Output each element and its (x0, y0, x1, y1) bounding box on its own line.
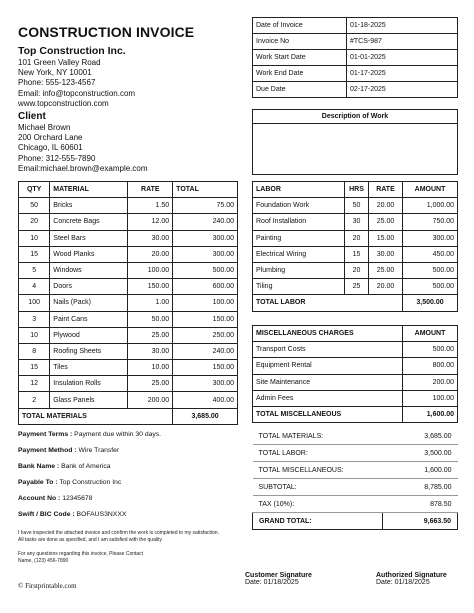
col-amount: AMOUNT (403, 326, 458, 342)
contact-note (18, 551, 143, 565)
footer-logo: © Firstprintable.com (18, 582, 77, 590)
amount-cell: 500.00 (403, 342, 458, 358)
col-total: TOTAL (173, 182, 238, 198)
labor-cell: Painting (253, 230, 345, 246)
labor-cell: Roof Installation (253, 214, 345, 230)
customer-signature-label: Customer Signature (245, 572, 312, 579)
total-materials-value: 3,685.00 (173, 408, 238, 424)
rate-cell: 20.00 (369, 198, 403, 214)
total-cell: 250.00 (173, 327, 238, 343)
amount-cell: 800.00 (403, 358, 458, 374)
total-misc-label: TOTAL MISCELLANEOUS (253, 406, 403, 422)
company-address (18, 58, 135, 109)
client-line: Email:michael.brown@example.com (18, 163, 148, 173)
total-cell: 300.00 (173, 246, 238, 262)
confirm-line: I have inspected the attached invoice and confirm the work is completed to my satisfaction. (18, 530, 219, 536)
company-line: Email: info@topconstruction.com (18, 88, 136, 98)
info-label: Date of Invoice (253, 18, 347, 34)
total-cell: 150.00 (173, 360, 238, 376)
customer-signature-date: Date: 01/18/2025 (245, 579, 299, 586)
table-row (19, 214, 238, 230)
rate-cell: 50.00 (128, 311, 173, 327)
qty-cell: 100 (19, 295, 50, 311)
qty-cell: 4 (19, 279, 50, 295)
grand-total-value: 9,663.50 (383, 513, 458, 530)
info-value: 01-17-2025 (347, 66, 458, 82)
info-row (253, 66, 458, 82)
material-cell: Windows (50, 262, 128, 278)
labor-total-row (253, 295, 458, 311)
qty-cell: 15 (19, 246, 50, 262)
col-material: MATERIAL (50, 182, 128, 198)
material-cell: Nails (Pack) (50, 295, 128, 311)
summary-value: 3,500.00 (383, 445, 458, 462)
material-cell: Paint Cans (50, 311, 128, 327)
payment-label: Payment Terms : (18, 431, 73, 438)
summary-label: TOTAL MATERIALS: (253, 428, 383, 445)
table-row (253, 374, 458, 390)
client-line: 200 Orchard Lane (18, 133, 83, 143)
total-cell: 240.00 (173, 343, 238, 359)
payment-line (18, 463, 111, 470)
table-row (19, 230, 238, 246)
authorized-signature-label: Authorized Signature (376, 572, 447, 579)
payment-label: Payable To : (18, 479, 58, 486)
company-name: Top Construction Inc. (18, 45, 126, 57)
qty-cell: 2 (19, 392, 50, 408)
misc-header-row (253, 326, 458, 342)
material-cell: Tiles (50, 360, 128, 376)
total-cell: 300.00 (173, 230, 238, 246)
table-row (253, 214, 458, 230)
misc-charge-cell: Admin Fees (253, 390, 403, 406)
table-row (19, 360, 238, 376)
payment-value: Payment due within 30 days. (74, 431, 162, 438)
labor-cell: Tiling (253, 279, 345, 295)
payment-label: Bank Name : (18, 463, 60, 470)
total-labor-value: 3,500.00 (403, 295, 458, 311)
rate-cell: 10.00 (128, 360, 173, 376)
info-label: Work End Date (253, 66, 347, 82)
total-cell: 75.00 (173, 198, 238, 214)
labor-table (252, 181, 458, 312)
material-cell: Roofing Sheets (50, 343, 128, 359)
summary-value: 3,685.00 (383, 428, 458, 445)
hrs-cell: 20 (345, 262, 369, 278)
table-row (19, 311, 238, 327)
table-row (19, 246, 238, 262)
info-label: Invoice No (253, 34, 347, 50)
payment-value: BOFAUS3NXXX (76, 511, 127, 518)
payment-value: Top Construction Inc (59, 479, 122, 486)
invoice-title: CONSTRUCTION INVOICE (18, 24, 195, 40)
table-row (19, 343, 238, 359)
qty-cell: 15 (19, 360, 50, 376)
info-label: Work Start Date (253, 50, 347, 66)
grand-total-row (253, 513, 458, 530)
summary-value: 878.50 (383, 496, 458, 513)
summary-value: 1,600.00 (383, 462, 458, 479)
payment-label: Payment Method : (18, 447, 77, 454)
hrs-cell: 30 (345, 214, 369, 230)
rate-cell: 20.00 (128, 246, 173, 262)
contact-line: Name, (123) 456-7890 (18, 558, 69, 564)
summary-label: TAX (10%): (253, 496, 383, 513)
confirmation-note (18, 530, 219, 544)
material-cell: Bricks (50, 198, 128, 214)
payment-label: Account No : (18, 495, 61, 502)
client-line: Chicago, IL 60601 (18, 143, 83, 153)
table-row (253, 390, 458, 406)
table-row (19, 198, 238, 214)
total-misc-value: 1,600.00 (403, 406, 458, 422)
info-value: 01-18-2025 (347, 18, 458, 34)
amount-cell: 450.00 (403, 246, 458, 262)
table-row (253, 246, 458, 262)
summary-row (253, 479, 458, 496)
labor-body (253, 198, 458, 295)
authorized-signature-date: Date: 01/18/2025 (376, 579, 430, 586)
client-line: Phone: 312-555-7890 (18, 153, 96, 163)
invoice-info-table (252, 17, 458, 98)
hrs-cell: 50 (345, 198, 369, 214)
col-rate: RATE (128, 182, 173, 198)
summary-row (253, 462, 458, 479)
col-amount: AMOUNT (403, 182, 458, 198)
material-cell: Glass Panels (50, 392, 128, 408)
misc-charge-cell: Equipment Rental (253, 358, 403, 374)
amount-cell: 300.00 (403, 230, 458, 246)
company-line: www.topconstruction.com (18, 98, 109, 108)
material-cell: Doors (50, 279, 128, 295)
table-row (19, 279, 238, 295)
summary-row (253, 445, 458, 462)
qty-cell: 20 (19, 214, 50, 230)
payment-line (18, 495, 92, 502)
materials-header-row (19, 182, 238, 198)
rate-cell: 25.00 (128, 376, 173, 392)
contact-line: For any questions regarding this invoice, Please Contact (18, 551, 144, 557)
company-line: New York, NY 10001 (18, 68, 92, 78)
total-cell: 500.00 (173, 262, 238, 278)
labor-header-row (253, 182, 458, 198)
misc-charge-cell: Transport Costs (253, 342, 403, 358)
hrs-cell: 20 (345, 230, 369, 246)
table-row (253, 198, 458, 214)
payment-line (18, 447, 119, 454)
table-row (253, 342, 458, 358)
col-labor: LABOR (253, 182, 345, 198)
qty-cell: 10 (19, 327, 50, 343)
qty-cell: 3 (19, 311, 50, 327)
table-row (19, 392, 238, 408)
rate-cell: 200.00 (128, 392, 173, 408)
company-line: 101 Green Valley Road (18, 58, 101, 67)
info-value: 01-01-2025 (347, 50, 458, 66)
payment-value: Wire Transfer (78, 447, 120, 454)
total-cell: 100.00 (173, 295, 238, 311)
description-heading: Description of Work (253, 110, 457, 124)
col-hrs: HRS (345, 182, 369, 198)
info-value: #TCS-987 (347, 34, 458, 50)
summary-label: SUBTOTAL: (253, 479, 383, 496)
rate-cell: 30.00 (128, 343, 173, 359)
table-row (253, 230, 458, 246)
payment-label: Swift / BIC Code : (18, 511, 75, 518)
labor-cell: Electrical Wiring (253, 246, 345, 262)
material-cell: Plywood (50, 327, 128, 343)
material-cell: Insulation Rolls (50, 376, 128, 392)
total-cell: 240.00 (173, 214, 238, 230)
rate-cell: 25.00 (128, 327, 173, 343)
client-heading: Client (18, 111, 46, 122)
table-row (19, 376, 238, 392)
col-rate: RATE (369, 182, 403, 198)
amount-cell: 200.00 (403, 374, 458, 390)
table-row (253, 358, 458, 374)
payment-value: Bank of America (61, 463, 111, 470)
amount-cell: 100.00 (403, 390, 458, 406)
rate-cell: 100.00 (128, 262, 173, 278)
description-of-work-box[interactable] (252, 109, 458, 175)
col-misc: MISCELLANEOUS CHARGES (253, 326, 403, 342)
qty-cell: 10 (19, 230, 50, 246)
client-line: Michael Brown (18, 123, 71, 132)
rate-cell: 25.00 (369, 214, 403, 230)
info-label: Due Date (253, 82, 347, 98)
material-cell: Concrete Bags (50, 214, 128, 230)
labor-cell: Foundation Work (253, 198, 345, 214)
info-value: 02-17-2025 (347, 82, 458, 98)
misc-table (252, 325, 458, 423)
summary-row (253, 496, 458, 513)
summary-value: 8,785.00 (383, 479, 458, 496)
info-row (253, 34, 458, 50)
customer-signature[interactable] (245, 572, 312, 586)
total-cell: 150.00 (173, 311, 238, 327)
col-qty: QTY (19, 182, 50, 198)
rate-cell: 20.00 (369, 279, 403, 295)
summary-row (253, 428, 458, 445)
materials-total-row (19, 408, 238, 424)
table-row (19, 327, 238, 343)
materials-table (18, 181, 238, 425)
rate-cell: 1.50 (128, 198, 173, 214)
hrs-cell: 15 (345, 246, 369, 262)
total-cell: 300.00 (173, 376, 238, 392)
authorized-signature[interactable] (376, 572, 447, 586)
confirm-line: All tasks are done as specified, and I am satisfied with the quality (18, 537, 162, 543)
amount-cell: 500.00 (403, 279, 458, 295)
summary-body (253, 428, 458, 513)
table-row (253, 262, 458, 278)
table-row (19, 262, 238, 278)
total-labor-label: TOTAL LABOR (253, 295, 403, 311)
qty-cell: 50 (19, 198, 50, 214)
qty-cell: 8 (19, 343, 50, 359)
payment-line (18, 479, 121, 486)
amount-cell: 1,000.00 (403, 198, 458, 214)
table-row (253, 279, 458, 295)
rate-cell: 25.00 (369, 262, 403, 278)
summary-table (252, 428, 458, 530)
misc-total-row (253, 406, 458, 422)
info-row (253, 18, 458, 34)
rate-cell: 30.00 (369, 246, 403, 262)
misc-charge-cell: Site Maintenance (253, 374, 403, 390)
client-details (18, 123, 148, 174)
rate-cell: 15.00 (369, 230, 403, 246)
labor-cell: Plumbing (253, 262, 345, 278)
total-cell: 600.00 (173, 279, 238, 295)
grand-total-label: GRAND TOTAL: (253, 513, 383, 530)
rate-cell: 1.00 (128, 295, 173, 311)
amount-cell: 750.00 (403, 214, 458, 230)
payment-line (18, 511, 126, 518)
qty-cell: 12 (19, 376, 50, 392)
table-row (19, 295, 238, 311)
payment-value: 12345678 (62, 495, 93, 502)
total-materials-label: TOTAL MATERIALS (19, 408, 173, 424)
materials-body (19, 198, 238, 408)
payment-line (18, 431, 161, 438)
rate-cell: 12.00 (128, 214, 173, 230)
rate-cell: 150.00 (128, 279, 173, 295)
amount-cell: 500.00 (403, 262, 458, 278)
qty-cell: 5 (19, 262, 50, 278)
hrs-cell: 25 (345, 279, 369, 295)
material-cell: Wood Planks (50, 246, 128, 262)
summary-label: TOTAL LABOR: (253, 445, 383, 462)
material-cell: Steel Bars (50, 230, 128, 246)
info-row (253, 50, 458, 66)
company-line: Phone: 555-123-4567 (18, 78, 96, 88)
rate-cell: 30.00 (128, 230, 173, 246)
summary-label: TOTAL MISCELLANEOUS: (253, 462, 383, 479)
total-cell: 400.00 (173, 392, 238, 408)
info-row (253, 82, 458, 98)
misc-body (253, 342, 458, 407)
